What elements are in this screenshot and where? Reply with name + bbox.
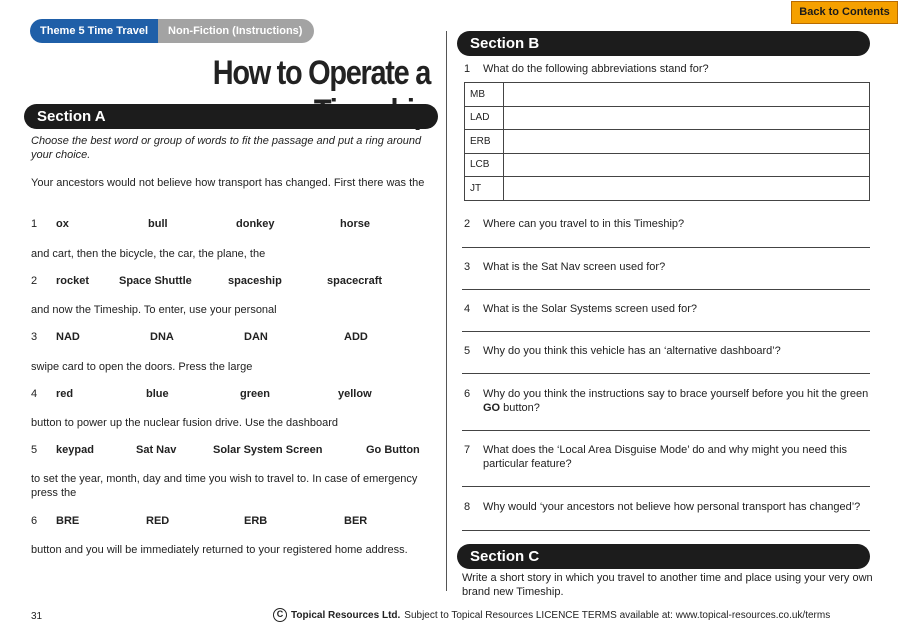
answer-line[interactable]: [462, 373, 870, 374]
abbreviation-cell: MB: [465, 83, 504, 107]
passage-line: swipe card to open the doors. Press the large: [31, 361, 253, 373]
question-number: 1: [464, 63, 471, 75]
footer-licence: [273, 608, 830, 622]
choice-option[interactable]: spaceship: [228, 275, 282, 287]
answer-line[interactable]: [462, 530, 870, 531]
choice-row-6: [31, 515, 431, 529]
passage-line: button and you will be immediately returned to your registered home address.: [31, 544, 408, 556]
section-a-heading: Section A: [24, 104, 438, 129]
passage-line: Your ancestors would not believe how transport has changed. First there was the: [31, 177, 425, 189]
choice-option[interactable]: Solar System Screen: [213, 444, 323, 456]
choice-option[interactable]: ERB: [244, 515, 268, 527]
question-number: 5: [464, 345, 471, 357]
choice-option[interactable]: rocket: [56, 275, 90, 287]
abbreviation-cell: JT: [465, 177, 504, 201]
answer-line[interactable]: [462, 486, 870, 487]
question-text: What do the following abbreviations stand for?: [483, 63, 709, 75]
choice-option[interactable]: horse: [340, 218, 370, 230]
column-divider: [446, 31, 447, 591]
choice-option[interactable]: DAN: [244, 331, 268, 343]
choice-option[interactable]: ADD: [344, 331, 368, 343]
choice-row-2: [31, 275, 431, 289]
choice-option[interactable]: yellow: [338, 388, 372, 400]
choice-option[interactable]: ox: [56, 218, 69, 230]
question-text: What is the Sat Nav screen used for?: [483, 261, 666, 273]
passage-line: and now the Timeship. To enter, use your personal: [31, 304, 277, 316]
choice-row-5: [31, 444, 436, 458]
question-number: 2: [464, 218, 471, 230]
choice-option[interactable]: BER: [344, 515, 368, 527]
page-title: How to Operate a: [212, 54, 430, 92]
table-row: [465, 106, 870, 130]
choice-option[interactable]: green: [240, 388, 270, 400]
choice-option[interactable]: NAD: [56, 331, 80, 343]
question-text: Why do you think the instructions say to brace yourself before you hit the green GO button?: [483, 388, 869, 414]
section-b-heading: Section B: [457, 31, 870, 56]
theme-tabs: [30, 19, 314, 43]
answer-cell[interactable]: [504, 106, 870, 130]
choice-option[interactable]: Space Shuttle: [119, 275, 192, 287]
question-7: [464, 443, 882, 471]
choice-option[interactable]: keypad: [56, 444, 94, 456]
choice-number: 3: [31, 331, 38, 343]
choice-option[interactable]: red: [56, 388, 74, 400]
choice-number: 2: [31, 275, 38, 287]
table-row: [465, 130, 870, 154]
question-number: 4: [464, 303, 471, 315]
question-6: [464, 387, 874, 415]
back-to-contents-button[interactable]: Back to Contents: [791, 1, 898, 24]
abbreviation-cell: ERB: [465, 130, 504, 154]
section-c-heading: Section C: [457, 544, 870, 569]
question-number: 6: [464, 388, 471, 400]
abbreviation-table: [464, 82, 870, 201]
passage-line: button to power up the nuclear fusion drive. Use the dashboard: [31, 417, 338, 429]
choice-number: 6: [31, 515, 38, 527]
question-text: Where can you travel to in this Timeship?: [483, 218, 685, 230]
choice-number: 5: [31, 444, 38, 456]
abbreviation-cell: LCB: [465, 153, 504, 177]
choice-option[interactable]: Sat Nav: [136, 444, 177, 456]
table-row: [465, 153, 870, 177]
question-3: [464, 260, 884, 274]
answer-cell[interactable]: [504, 83, 870, 107]
question-5: [464, 344, 884, 358]
abbreviation-cell: LAD: [465, 106, 504, 130]
answer-cell[interactable]: [504, 153, 870, 177]
question-4: [464, 302, 884, 316]
section-c-text: Write a short story in which you travel to another time and place using your very own brand new Timeship.: [462, 572, 873, 598]
question-number: 3: [464, 261, 471, 273]
page-number: 31: [31, 611, 43, 622]
question-8: [464, 500, 894, 514]
answer-line[interactable]: [462, 247, 870, 248]
choice-option[interactable]: Go Button: [366, 444, 420, 456]
answer-cell[interactable]: [504, 177, 870, 201]
answer-line[interactable]: [462, 331, 870, 332]
choice-option[interactable]: bull: [148, 218, 168, 230]
choice-option[interactable]: RED: [146, 515, 170, 527]
choice-option[interactable]: spacecraft: [327, 275, 383, 287]
question-number: 7: [464, 444, 471, 456]
answer-line[interactable]: [462, 430, 870, 431]
question-text: Why do you think this vehicle has an ‘alternative dashboard’?: [483, 345, 781, 357]
licence-text: Subject to Topical Resources LICENCE TERMS available at: www.topical-resources.co.uk/terms: [404, 609, 831, 621]
question-number: 8: [464, 501, 471, 513]
question-2: [464, 217, 884, 231]
go-emphasis: GO: [483, 402, 501, 414]
choice-option[interactable]: blue: [146, 388, 169, 400]
question-1: [464, 62, 884, 76]
choice-row-1: [31, 218, 431, 232]
table-row: [465, 177, 870, 201]
choice-option[interactable]: donkey: [236, 218, 275, 230]
choice-row-4: [31, 388, 431, 402]
answer-cell[interactable]: [504, 130, 870, 154]
choice-option[interactable]: BRE: [56, 515, 80, 527]
choice-row-3: [31, 331, 431, 345]
copyright-icon: C: [273, 608, 287, 622]
passage-line: and cart, then the bicycle, the car, the plane, the: [31, 248, 266, 260]
genre-tab: Non-Fiction (Instructions): [158, 19, 314, 43]
section-a-instruction: Choose the best word or group of words to fit the passage and put a ring around your choice.: [31, 135, 422, 161]
question-text: What does the ‘Local Area Disguise Mode’ do and why might you need this particular feature?: [483, 444, 848, 470]
answer-line[interactable]: [462, 289, 870, 290]
theme-tab: Theme 5 Time Travel: [30, 19, 158, 43]
question-text: Why would ‘your ancestors not believe how personal transport has changed’?: [483, 501, 861, 513]
table-row: [465, 83, 870, 107]
passage-line: to set the year, month, day and time you wish to travel to. In case of emergency press the: [31, 473, 418, 499]
choice-number: 4: [31, 388, 38, 400]
choice-number: 1: [31, 218, 38, 230]
question-text: What is the Solar Systems screen used for?: [483, 303, 697, 315]
choice-option[interactable]: DNA: [150, 331, 174, 343]
publisher-name: Topical Resources Ltd.: [291, 609, 401, 621]
